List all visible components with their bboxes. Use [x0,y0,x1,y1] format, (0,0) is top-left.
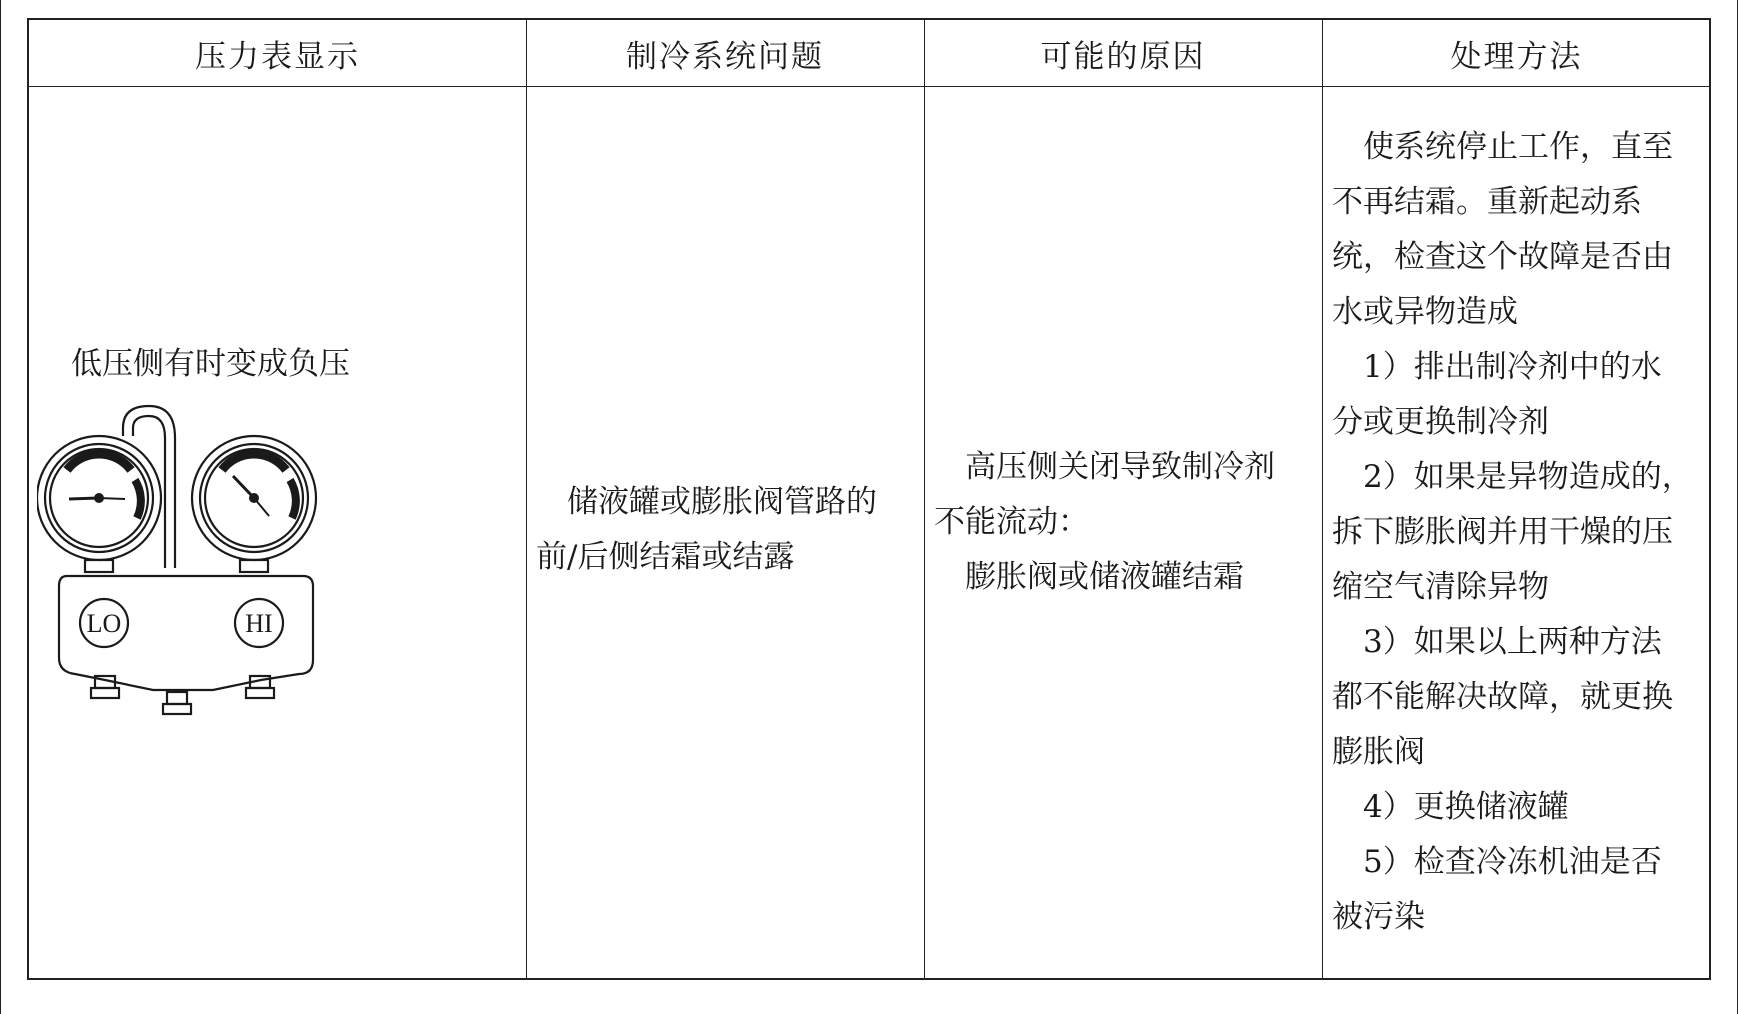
method-line: 5）检查冷冻机油是否 [1363,844,1662,880]
column-divider [526,20,527,978]
method-line: 不再结霜。重新起动系 [1332,184,1642,220]
problem-line: 前/后侧结霜或结露 [536,539,795,575]
method-line: 4）更换储液罐 [1363,789,1569,825]
header-possible-cause: 可能的原因 [1040,38,1206,75]
lo-port-label: LO [86,609,122,638]
manifold-gauge-illustration [37,398,327,748]
method-line: 分或更换制冷剂 [1332,404,1549,440]
method-line: 水或异物造成 [1332,294,1518,330]
problem-line: 储液罐或膨胀阀管路的 [567,484,877,520]
header-system-problem: 制冷系统问题 [626,38,824,75]
page-edge-left [0,0,1,1014]
method-line: 统，检查这个故障是否由 [1332,239,1673,275]
column-divider [1322,20,1323,978]
cause-line: 高压侧关闭导致制冷剂 [965,449,1275,485]
header-gauge-display: 压力表显示 [195,38,360,75]
method-line: 被污染 [1332,899,1425,935]
gauge-caption: 低压侧有时变成负压 [71,346,350,382]
method-line: 缩空气清除异物 [1332,569,1549,605]
method-line: 3）如果以上两种方法 [1363,624,1662,660]
header-divider [29,86,1709,87]
header-treatment-method: 处理方法 [1450,38,1583,75]
hi-port-label: HI [245,609,273,638]
method-line: 都不能解决故障，就更换 [1332,679,1673,715]
method-line: 2）如果是异物造成的， [1363,459,1693,495]
table-frame [27,18,1711,980]
method-line: 使系统停止工作，直至 [1363,129,1673,165]
method-line: 拆下膨胀阀并用干燥的压 [1332,514,1673,550]
cause-line: 膨胀阀或储液罐结霜 [965,559,1244,595]
method-line: 1）排出制冷剂中的水 [1363,349,1662,385]
method-line: 膨胀阀 [1332,734,1425,770]
column-divider [924,20,925,978]
cause-line: 不能流动： [934,504,1089,540]
